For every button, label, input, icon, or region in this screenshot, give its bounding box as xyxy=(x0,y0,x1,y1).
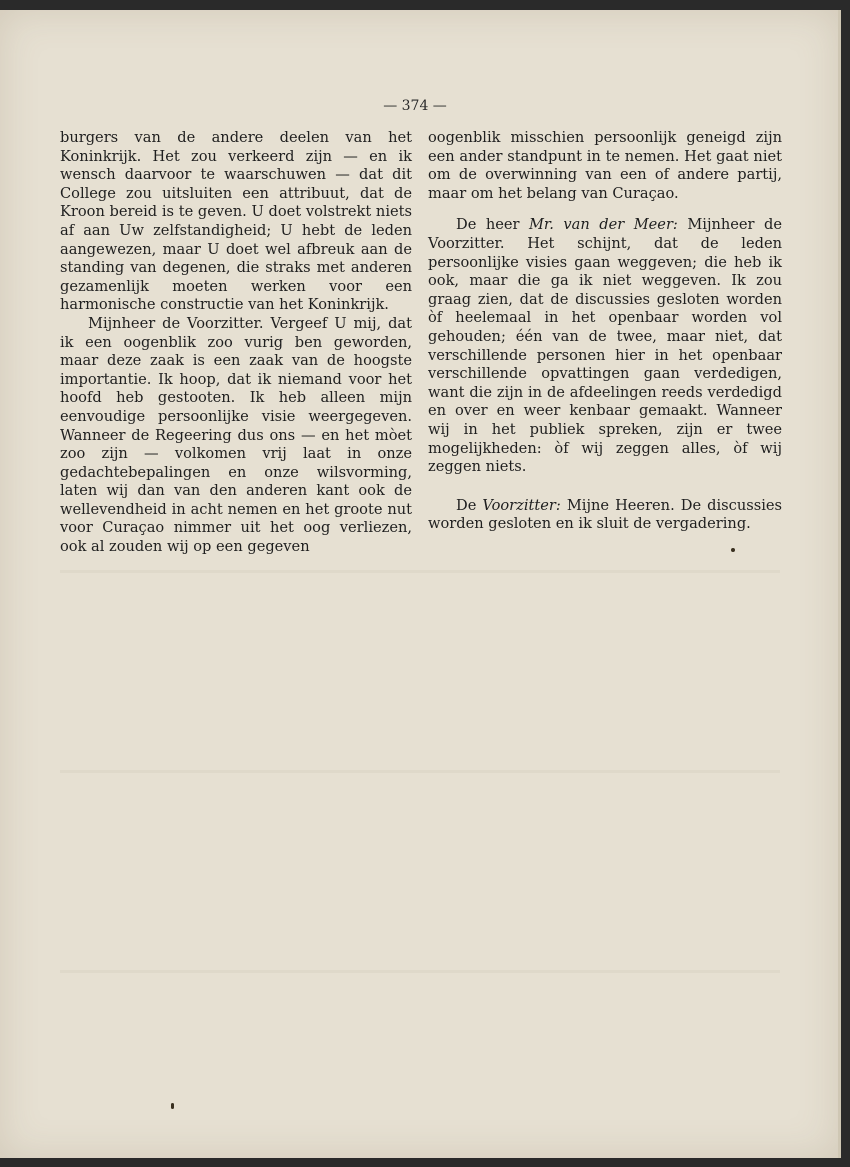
speech-paragraph xyxy=(428,216,782,476)
paragraph: Mijnheer de Voorzitter. Vergeef U mij, dat ik een oogenblik zoo vurig ben geworden, maar deze zaak is een zaak van de hoogste importantie. Ik hoop, dat ik niemand voor het hoofd heb gestooten. Ik heb alleen mijn eenvoudige persoonlijke visie weergegeven. Wanneer de Regeering dus ons — en het mòet zoo zijn — volkomen vrij laat in onze gedachtebepalingen en onze wilsvorming, laten wij dan van den anderen kant ook de wellevendheid in acht nemen en het groote nut voor Curaçao nimmer uit het oog verliezen, ook al zouden wij op een gegeven xyxy=(60,314,412,556)
speaker-prefix: De xyxy=(456,496,477,514)
paragraph: oogenblik misschien persoonlijk geneigd zijn een ander standpunt in te nemen. Het gaat niet om de overwinning van een of andere partij, maar om het belang van Curaçao. xyxy=(428,129,782,202)
speaker-prefix: De heer xyxy=(456,216,520,234)
page-number: — 374 — xyxy=(383,98,447,114)
left-column xyxy=(60,129,412,557)
speech-paragraph xyxy=(428,497,782,534)
ink-spot xyxy=(731,548,735,552)
bleed-through-shadow xyxy=(60,970,780,973)
bleed-through-shadow xyxy=(60,570,780,573)
speech-text: Mijne Heeren. De discussies worden gesloten en ik sluit de vergadering. xyxy=(428,496,783,533)
ink-spot xyxy=(171,1103,174,1109)
speaker-name: Mr. van der Meer: xyxy=(528,216,678,234)
paragraph: burgers van de andere deelen van het Koninkrijk. Het zou verkeerd zijn — en ik wensch daarvoor te waarschuwen — dat dit College zou uitsluiten een attribuut, dat de Kroon bereid is te geven. U doet volstrekt niets af aan Uw zelfstandigheid; U hebt de leden aangewezen, maar U doet wel afbreuk aan de standing van degenen, die straks met anderen gezamenlijk moeten werken voor een harmonische constructie van het Koninkrijk. xyxy=(60,129,412,314)
bleed-through-shadow xyxy=(60,770,780,773)
document-page xyxy=(0,10,841,1158)
right-column xyxy=(428,129,782,534)
speaker-name: Voorzitter: xyxy=(482,496,561,514)
speech-text: Mijnheer de Voorzitter. Het schijnt, dat de leden persoonlijke visies gaan weggeven; die heb ik ook, maar die ga ik niet weggeven. Ik zou graag zien, dat de discussies gesloten worden òf heelemaal in het openbaar worden vol gehouden; één van de twee, maar niet, dat verschillende personen hier in het openbaar verschillende opvattingen gaan verdedigen, want die zijn in de afdeelingen reeds verdedigd en over en weer kenbaar gemaakt. Wanneer wij in het publiek spreken, zijn er twee mogelijkheden: òf wij zeggen alles, òf wij zeggen niets. xyxy=(428,216,783,476)
